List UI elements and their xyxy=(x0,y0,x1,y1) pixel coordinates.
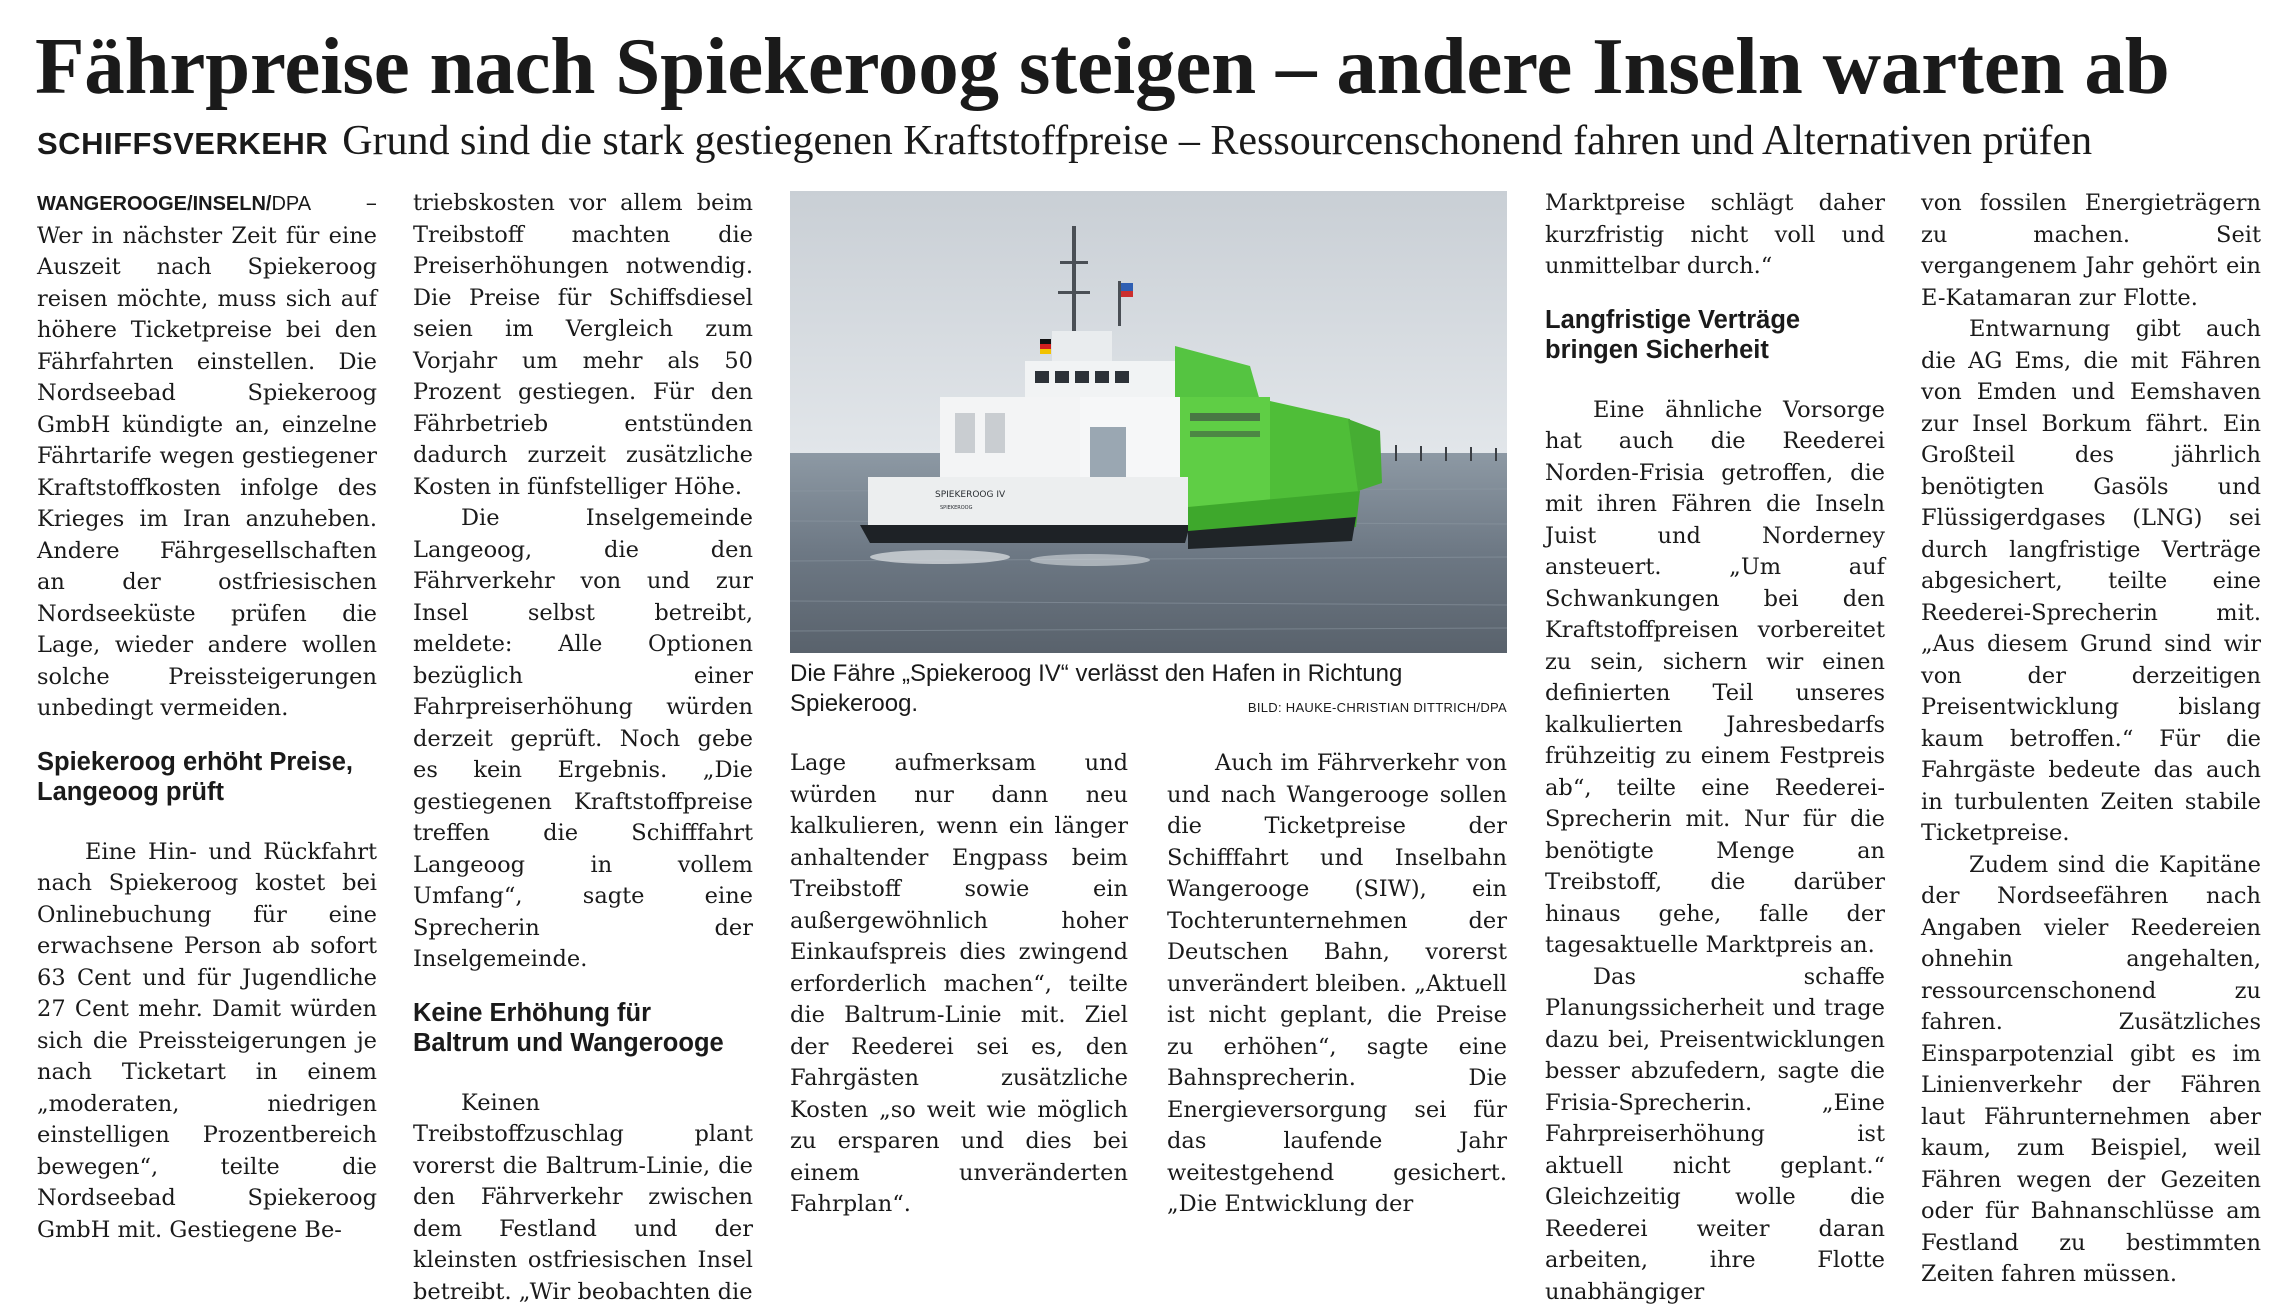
kicker: SCHIFFSVERKEHR xyxy=(37,126,328,161)
paragraph: Eine Hin- und Rückfahrt nach Spiekeroog kostet bei Onlinebuchung für eine erwachsene Person ab sofort 63 Cent und für Jugendliche 27 Cent mehr. Damit würden sich die Preissteigerungen je nach Ticketart in einem „moderaten, niedrigen einstelligen Prozentbereich bewegen“, teilte die Nordseebad Spiekeroog GmbH mit. Gestiegene Be- xyxy=(37,837,377,1247)
paragraph: Entwarnung gibt auch die AG Ems, die mit Fähren von Emden und Eemshaven zur Insel Borkum fährt. Ein Großteil des jährlich benötigten Gasöls und Flüssigerdgases (LNG) sei durch langfristige Verträge abgesichert, teilte eine Reederei-Sprecherin mit. „Aus diesem Grund sind wir von der derzeitigen Preisentwicklung bislang kaum betroffen.“ Für die Fahrgäste bedeute das auch in turbulenten Zeiten stabile Ticketpreise. xyxy=(1921,314,2261,850)
subheading-contracts: Langfristige Verträge bringen Sicherheit xyxy=(1545,305,1885,365)
ship-name: SPIEKEROOG IV xyxy=(935,490,1006,500)
photo-credit: BILD: HAUKE-CHRISTIAN DITTRICH/DPA xyxy=(790,700,1507,715)
subtitle: Grund sind die stark gestiegenen Kraftstoffpreise – Ressourcenschonend fahren und Alternativen prüfen xyxy=(342,118,2092,164)
paragraph: Keinen Treibstoffzuschlag plant vorerst die Baltrum-Linie, die den Fährverkehr zwischen dem Festland und der kleinsten ostfriesischen Insel betreibt. „Wir beobachten die xyxy=(413,1088,753,1308)
paragraph: Das schaffe Planungssicherheit und trage dazu bei, Preisentwicklungen besser abzufedern, sagte die Frisia-Sprecherin. „Eine Fahrpreiserhöhung ist aktuell nicht geplant.“ Gleichzeitig wolle die Reederei weiter daran arbeiten, ihre Flotte unabhängiger xyxy=(1545,962,1885,1308)
article-column-4 xyxy=(1167,748,1507,1221)
article-column-5 xyxy=(1545,188,1885,1308)
lead-text: – Wer in nächster Zeit für eine Auszeit nach Spiekeroog reisen möchte, muss sich auf höhere Ticketpreise bei den Fährfahrten einstellen. Die Nordseebad Spiekeroog GmbH kündigte an, einzelne Fährtarife wegen gestiegener Kraftstoffkosten infolge des Krieges im Iran anzuheben. Andere Fährgesellschaften an der ostfriesischen Nordseeküste prüfen die Lage, wieder andere wollen solche Preissteigerungen unbedingt vermeiden. xyxy=(37,190,377,721)
subheading-baltrum-wangerooge: Keine Erhöhung für Baltrum und Wangerooge xyxy=(413,998,753,1058)
headline: Fährpreise nach Spiekeroog steigen – andere Inseln warten ab xyxy=(35,18,2265,114)
paragraph: Auch im Fährverkehr von und nach Wangerooge sollen die Ticketpreise der Schifffahrt und Inselbahn Wangerooge (SIW), ein Tochterunternehmen der Deutschen Bahn, vorerst unverändert bleiben. „Aktuell ist nicht geplant, die Preise zu erhöhen“, sagte eine Bahnsprecherin. Die Energieversorgung sei für das laufende Jahr weitestgehend gesichert. „Die Entwicklung der xyxy=(1167,748,1507,1221)
paragraph: triebskosten vor allem beim Treibstoff machten die Preiserhöhungen notwendig. Die Preise für Schiffsdiesel seien im Vergleich zum Vorjahr um mehr als 50 Prozent gestiegen. Für den Fährbetrieb entstünden dadurch zurzeit zusätzliche Kosten in fünfstelliger Höhe. xyxy=(413,188,753,503)
dateline: WANGEROOGE/INSELN/ xyxy=(37,193,271,215)
photo-caption: Die Fähre „Spiekeroog IV“ verlässt den Hafen in Richtung Spiekeroog. xyxy=(790,659,1507,719)
paragraph: Lage aufmerksam und würden nur dann neu kalkulieren, wenn ein länger anhaltender Engpass beim Treibstoff sowie ein außergewöhnlich hoher Einkaufspreis dies zwingend erforderlich machen“, teilte die Baltrum-Linie mit. Ziel der Reederei sei es, den Fahrgästen zusätzliche Kosten „so weit wie möglich zu ersparen und dies bei einem unveränderten Fahrplan“. xyxy=(790,748,1128,1221)
lead-paragraph xyxy=(37,188,377,725)
article-column-1 xyxy=(37,188,377,1246)
article-column-6 xyxy=(1921,188,2261,1291)
paragraph: von fossilen Energieträgern zu machen. Seit vergangenem Jahr gehört ein E-Katamaran zur Flotte. xyxy=(1921,188,2261,314)
ferry-photo xyxy=(790,191,1507,653)
paragraph: Zudem sind die Kapitäne der Nordseefähren nach Angaben vieler Reedereien ohnehin angehalten, ressourcenschonend zu fahren. Zusätzliches Einsparpotenzial gibt es im Linienverkehr der Fähren laut Fährunternehmen aber kaum, zum Beispiel, weil Fähren wegen der Gezeiten oder für Bahnanschlüsse am Festland zu bestimmten Zeiten fahren müssen. xyxy=(1921,850,2261,1291)
subline xyxy=(37,115,2267,176)
agency: DPA xyxy=(271,193,311,215)
article-column-3 xyxy=(790,748,1128,1221)
subheading-spiekeroog: Spiekeroog erhöht Preise, Langeoog prüft xyxy=(37,747,377,807)
ship-port: SPIEKEROOG xyxy=(940,505,973,511)
article-column-2 xyxy=(413,188,753,1308)
paragraph: Eine ähnliche Vorsorge hat auch die Reederei Norden-Frisia getroffen, die mit ihren Fähren die Inseln Juist und Norderney ansteuert. „Um auf Schwankungen bei den Kraftstoffpreisen vorbereitet zu sein, sichern wir einen definierten Teil unseres kalkulierten Jahresbedarfs frühzeitig zu einem Festpreis ab“, teilte eine Reederei-Sprecherin mit. Nur für die benötigte Menge an Treibstoff, die darüber hinaus gehe, falle der tagesaktuelle Marktpreis an. xyxy=(1545,395,1885,962)
paragraph: Die Inselgemeinde Langeoog, die den Fährverkehr von und zur Insel selbst betreibt, meldete: Alle Optionen bezüglich einer Fahrpreiserhöhung würden derzeit geprüft. Noch gebe es kein Ergebnis. „Die gestiegenen Kraftstoffpreise treffen die Schifffahrt Langeoog in vollem Umfang“, sagte eine Sprecherin der Inselgemeinde. xyxy=(413,503,753,976)
paragraph: Marktpreise schlägt daher kurzfristig nicht voll und unmittelbar durch.“ xyxy=(1545,188,1885,283)
